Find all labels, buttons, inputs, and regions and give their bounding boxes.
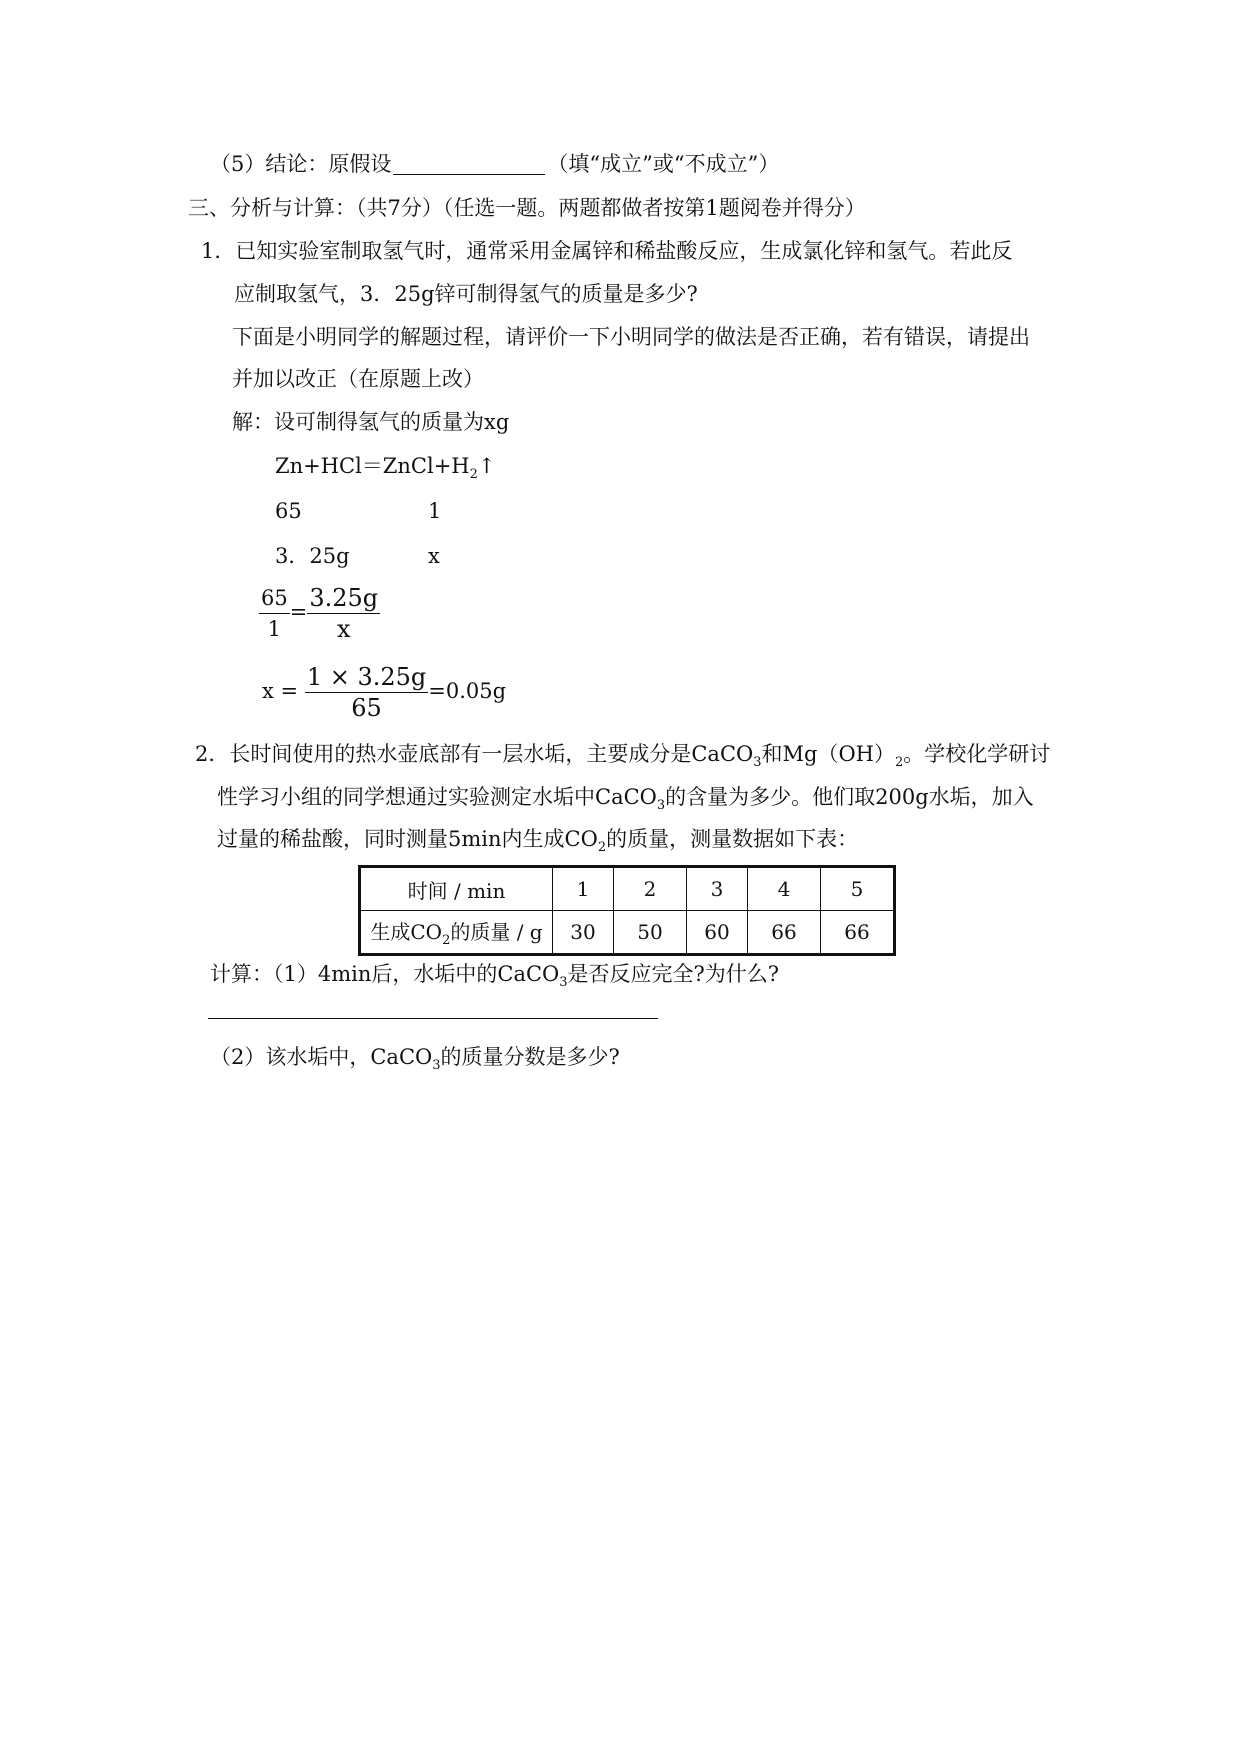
up-arrow-icon: ↑ [477,454,496,478]
row-label-text: 生成CO [370,920,443,944]
subscript: 2 [442,933,451,948]
fraction-denominator: x [336,615,351,643]
fraction-denominator: 65 [351,694,382,722]
table-cell: 5 [821,867,895,911]
chemical-equation [275,451,496,490]
fraction-numerator: 3.25g [309,584,379,612]
data-table [358,865,896,956]
problem2-line1 [195,739,1050,778]
equals-sign: = [289,600,308,624]
calc1-text-b: 是否反应完全?为什么? [567,962,780,986]
fraction-denominator: 1 [267,617,282,641]
calc2-text-b: 的质量分数是多少? [440,1045,620,1069]
table-cell: 66 [821,911,895,955]
result-rhs: =0.05g [428,679,507,703]
subscript: 2 [895,755,904,771]
conclusion-suffix: （填“成立”或“不成立”） [547,152,780,176]
table-cell: 50 [614,911,687,955]
fraction-numerator: 65 [259,583,290,614]
calc-question1 [210,959,779,998]
problem2-line2-text-a: 性学习小组的同学想通过实验测定水垢中CaCO [217,785,657,809]
table-cell: 3 [687,867,748,911]
table-cell: 60 [687,911,748,955]
row-label-text: 的质量 / g [450,920,543,944]
calc1-text-a: 计算：（1）4min后，水垢中的CaCO [210,962,560,986]
problem2-line2 [217,782,1034,821]
subscript: 3 [656,798,666,814]
table-cell: 66 [748,911,821,955]
ratio-row1-right: 1 [428,499,442,523]
answer-line[interactable] [208,1018,658,1019]
problem2-line1-text-b: 和Mg（OH） [761,742,895,766]
result-equation [262,662,506,723]
equation-text: Zn+HCl＝ZnCl+H [275,454,470,478]
table-header-cell [360,911,553,955]
table-cell: 1 [553,867,614,911]
proportion-right-fraction [307,583,380,644]
problem2-line3-text-a: 过量的稀盐酸，同时测量5min内生成CO [217,827,598,851]
ratio-row2-left: 3．25g [275,544,350,568]
problem1-line4: 并加以改正（在原题上改） [232,367,484,391]
subscript: 3 [559,975,568,991]
result-fraction [305,662,428,723]
conclusion-line [210,149,779,179]
calc2-text-a: （2）该水垢中，CaCO [210,1045,433,1069]
table-header-cell: 时间 / min [360,867,553,911]
problem2-line3 [217,824,858,863]
problem2-line1-text-a: 2．长时间使用的热水壶底部有一层水垢，主要成分是CaCO [195,742,754,766]
problem2-line2-text-b: 的含量为多少。他们取200g水垢，加入 [665,785,1034,809]
calc-question2 [210,1042,620,1081]
fraction-numerator: 1 × 3.25g [306,663,427,691]
subscript: 2 [597,840,607,856]
table-row [360,911,895,955]
table-cell: 30 [553,911,614,955]
subscript: 3 [753,755,762,771]
ratio-row2-right: x [428,544,440,568]
equation-subscript: 2 [469,467,478,483]
proportion-equation [259,583,380,644]
problem2-line1-text-c: 。学校化学研讨 [903,742,1051,766]
table-row [360,867,895,911]
conclusion-blank[interactable] [393,152,545,175]
subscript: 3 [432,1058,441,1074]
problem1-line1: 1．已知实验室制取氢气时，通常采用金属锌和稀盐酸反应，生成氯化锌和氢气。若此反 [201,239,1013,263]
problem2-line3-text-b: 的质量，测量数据如下表： [606,827,859,851]
section-heading: 三、分析与计算：（共7分）（任选一题。两题都做者按第1题阅卷并得分） [188,196,866,220]
problem1-line2: 应制取氢气，3．25g锌可制得氢气的质量是多少? [234,282,698,306]
table-cell: 4 [748,867,821,911]
proportion-left-fraction [259,583,290,644]
table-cell: 2 [614,867,687,911]
ratio-row1-left: 65 [275,499,302,523]
conclusion-prefix: （5）结论：原假设 [210,152,392,176]
problem1-line3: 下面是小明同学的解题过程，请评价一下小明同学的做法是否正确，若有错误，请提出 [232,325,1030,349]
result-lhs: x = [262,679,299,703]
solution-intro: 解：设可制得氢气的质量为xg [232,410,510,434]
